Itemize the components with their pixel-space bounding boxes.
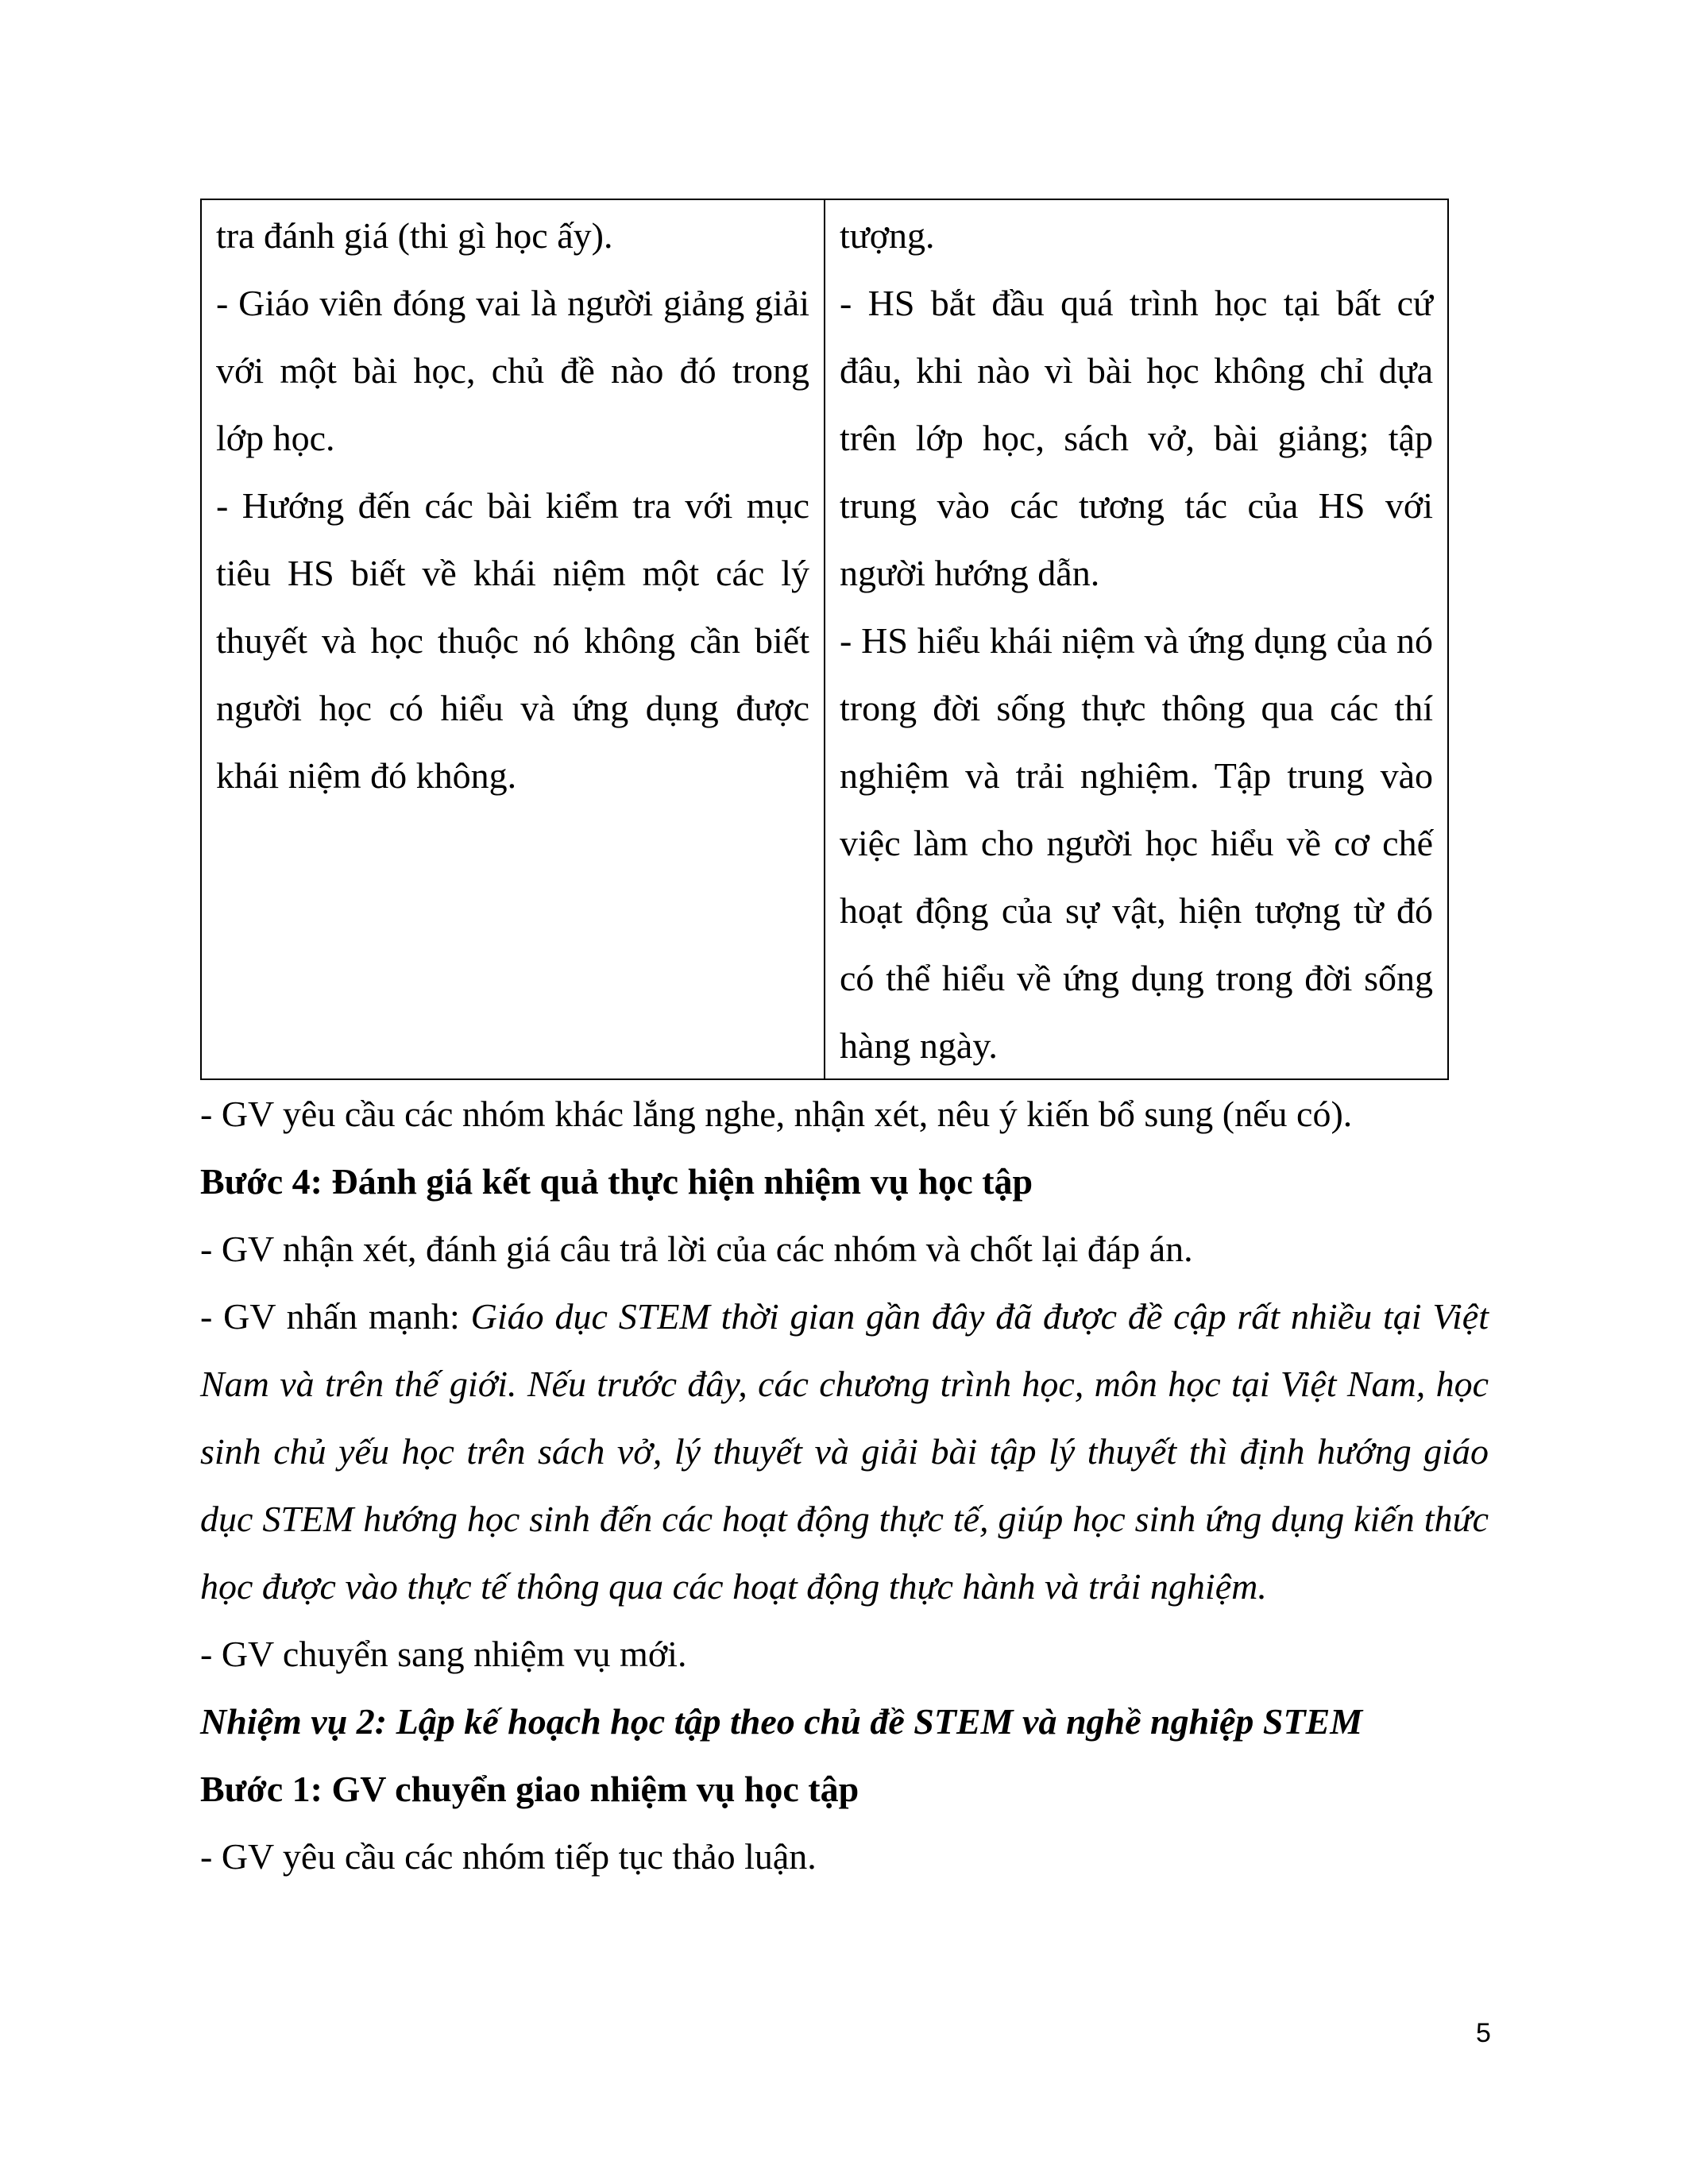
heading-step-1: Bước 1: GV chuyển giao nhiệm vụ học tập (200, 1769, 859, 1809)
table-cell-stem (825, 200, 1447, 1078)
paragraph-continue-discussion: - GV yêu cầu các nhóm tiếp tục thảo luận. (200, 1836, 817, 1877)
body-text (200, 1080, 1489, 1890)
table-left-line-1: tra đánh giá (thi gì học ấy). (216, 215, 613, 256)
paragraph-listen-comment: - GV yêu cầu các nhóm khác lắng nghe, nhận xét, nêu ý kiến bổ sung (nếu có). (200, 1094, 1353, 1134)
table-right-paragraph-2: - HS bắt đầu quá trình học tại bất cứ đâu, khi nào vì bài học không chỉ dựa trên lớp học, sách vở, bài giảng; tập trung vào các tương tác của HS với người hướng dẫn. (840, 283, 1433, 593)
emphasize-quote: Giáo dục STEM thời gian gần đây đã được đề cập rất nhiều tại Việt Nam và trên thế giới. Nếu trước đây, các chương trình học, môn học tại Việt Nam, học sinh chủ yếu học trên sách vở, lý thuyết và giải bài tập lý thuyết thì định hướng giáo dục STEM hướng học sinh đến các hoạt động thực tế, giúp học sinh ứng dụng kiến thức học được vào thực tế thông qua các hoạt động thực hành và trải nghiệm. (200, 1296, 1489, 1607)
table-right-paragraph-3: - HS hiểu khái niệm và ứng dụng của nó trong đời sống thực thông qua các thí nghiệm và trải nghiệm. Tập trung vào việc làm cho người học hiểu về cơ chế hoạt động của sự vật, hiện tượng từ đó có thể hiểu về ứng dụng trong đời sống hàng ngày. (840, 620, 1433, 1066)
paragraph-next-task: - GV chuyển sang nhiệm vụ mới. (200, 1634, 687, 1674)
table-left-paragraph-2: - Giáo viên đóng vai là người giảng giải với một bài học, chủ đề nào đó trong lớp học. (216, 283, 809, 458)
heading-step-4: Bước 4: Đánh giá kết quả thực hiện nhiệm vụ học tập (200, 1161, 1033, 1202)
comparison-table (200, 199, 1449, 1080)
page-number: 5 (1476, 2018, 1491, 2048)
table-right-line-1: tượng. (840, 215, 935, 256)
heading-task-2: Nhiệm vụ 2: Lập kế hoạch học tập theo chủ đề STEM và nghề nghiệp STEM (200, 1701, 1363, 1742)
emphasize-prefix: - GV nhấn mạnh: (200, 1296, 471, 1337)
table-left-paragraph-3: - Hướng đến các bài kiểm tra với mục tiêu HS biết về khái niệm một các lý thuyết và học thuộc nó không cần biết người học có hiểu và ứng dụng được khái niệm đó không. (216, 485, 809, 796)
paragraph-teacher-evaluate: - GV nhận xét, đánh giá câu trả lời của các nhóm và chốt lại đáp án. (200, 1229, 1193, 1269)
table-cell-traditional (202, 200, 825, 1078)
paragraph-teacher-emphasize (200, 1283, 1489, 1620)
